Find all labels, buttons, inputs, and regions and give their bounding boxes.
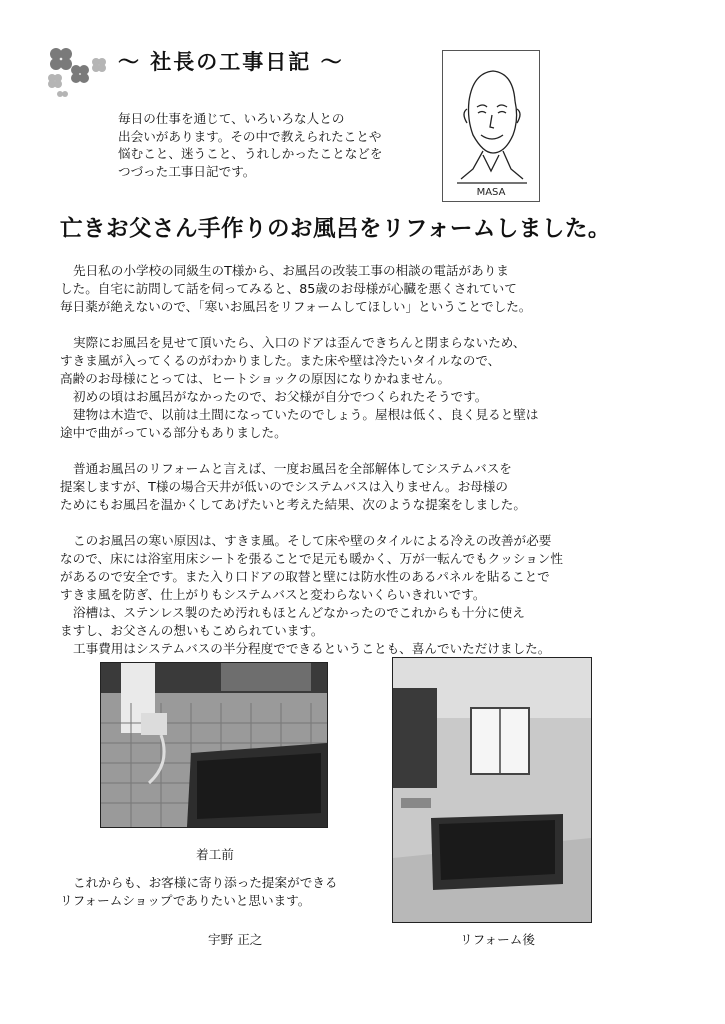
portrait-signature: MASA bbox=[476, 187, 506, 198]
intro-line: つづった工事日記です。 bbox=[118, 163, 256, 179]
article-line: した。自宅に訪問して話を伺ってみると、85歳のお母様が心臓を悪くされていて bbox=[60, 281, 517, 296]
article-line: 建物は木造で、以前は土間になっていたのでしょう。屋根は低く、良く見ると壁は bbox=[73, 407, 539, 422]
article-line: すきま風を防ぎ、仕上がりもシステムバスと変わらないくらいきれいです。 bbox=[60, 587, 486, 602]
author-signature: 宇野 正之 bbox=[208, 932, 263, 947]
article-paragraph bbox=[60, 262, 640, 316]
page-title: ～ 社長の工事日記 ～ bbox=[118, 50, 344, 74]
after-photo-caption: リフォーム後 bbox=[460, 932, 535, 947]
article-headline: 亡きお父さん手作りのお風呂をリフォームしました。 bbox=[60, 216, 611, 242]
article-line: 工事費用はシステムバスの半分程度でできるということも、喜んでいただけました。 bbox=[73, 641, 551, 656]
article-paragraph bbox=[60, 532, 640, 658]
article-line: ためにもお風呂を温かくしてあげたいと考えた結果、次のような提案をしました。 bbox=[60, 497, 526, 512]
article-line: 浴槽は、ステンレス製のため汚れもほとんどなかったのでこれからも十分に使え bbox=[73, 605, 525, 620]
article-line: 毎日薬が絶えないので、「寒いお風呂をリフォームしてほしい」ということでした。 bbox=[60, 299, 532, 314]
closing-line: これからも、お客様に寄り添った提案ができる bbox=[73, 875, 338, 890]
article-line: 普通お風呂のリフォームと言えば、一度お風呂を全部解体してシステムバスを bbox=[73, 461, 512, 476]
clover-decoration bbox=[40, 40, 112, 102]
article-line: このお風呂の寒い原因は、すきま風。そして床や壁のタイルによる冷えの改善が必要 bbox=[73, 533, 552, 548]
article-line: があるので安全です。また入り口ドアの取替と壁には防水性のあるパネルを貼ることで bbox=[60, 569, 550, 584]
after-photo bbox=[392, 657, 592, 923]
closing-line: リフォームショップでありたいと思います。 bbox=[60, 893, 311, 908]
article-line: 実際にお風呂を見せて頂いたら、入口のドアは歪んできちんと閉まらないため、 bbox=[73, 335, 526, 350]
intro-line: 悩むこと、迷うこと、うれしかったことなどを bbox=[118, 146, 383, 161]
president-portrait bbox=[442, 50, 540, 202]
article-line: 高齢のお母様にとっては、ヒートショックの原因になりかねません。 bbox=[60, 371, 451, 386]
article-line: 先日私の小学校の同級生のT様から、お風呂の改装工事の相談の電話がありま bbox=[73, 263, 509, 278]
intro-line: 毎日の仕事を通じて、いろいろな人との bbox=[118, 111, 345, 126]
article-line: 途中で曲がっている部分もありました。 bbox=[60, 425, 287, 440]
before-photo-caption: 着工前 bbox=[196, 847, 234, 862]
article-line: 初めの頃はお風呂がなかったので、お父様が自分でつくられたそうです。 bbox=[73, 389, 488, 404]
article-line: なので、床には浴室用床シートを張ることで足元も暖かく、万が一転んでもクッション性 bbox=[60, 551, 563, 566]
intro-line: 出会いがあります。その中で教えられたことや bbox=[118, 128, 382, 144]
article-line: すきま風が入ってくるのがわかりました。また床や壁は冷たいタイルなので、 bbox=[60, 353, 501, 368]
closing-message bbox=[60, 874, 337, 910]
article-line: ますし、お父さんの想いもこめられています。 bbox=[60, 623, 324, 638]
article-line: 提案しますが、T様の場合天井が低いのでシステムバスは入りません。お母様の bbox=[60, 479, 508, 494]
article-body bbox=[60, 262, 640, 676]
intro-text bbox=[118, 110, 438, 180]
article-paragraph bbox=[60, 334, 640, 442]
article-paragraph bbox=[60, 460, 640, 514]
before-photo bbox=[100, 662, 328, 828]
